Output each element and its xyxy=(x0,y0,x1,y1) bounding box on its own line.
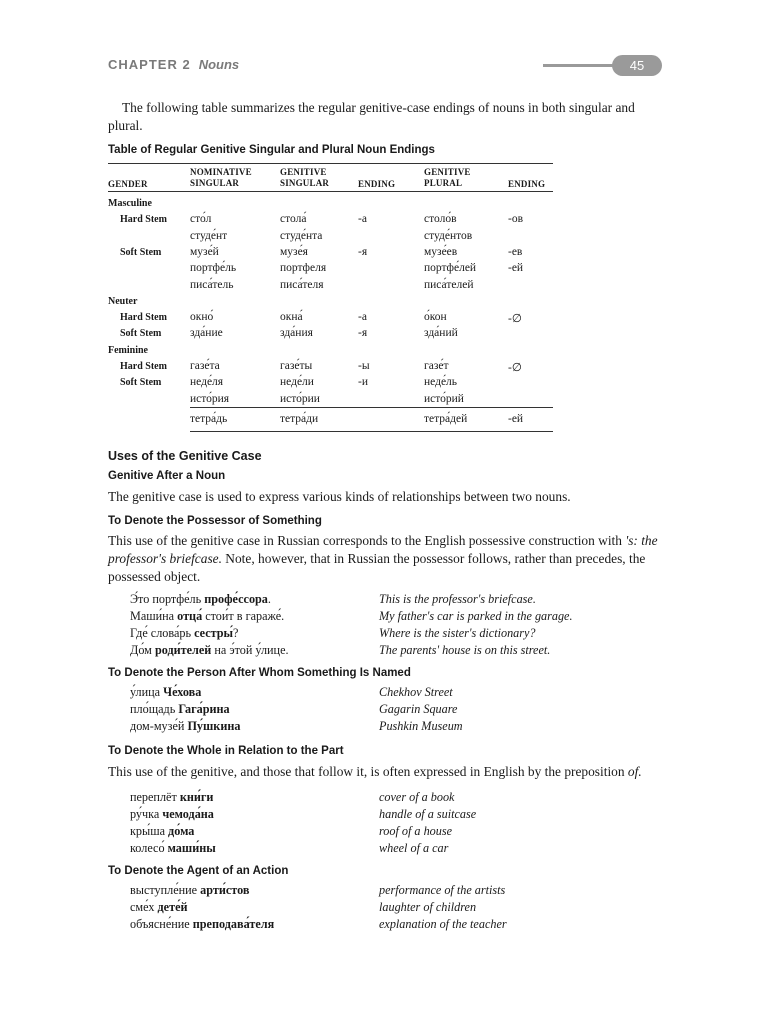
col-header-ending2: ENDING xyxy=(508,179,546,189)
footer-rule-top xyxy=(190,407,553,408)
table-cell-gen-pl: писа́телей xyxy=(424,278,474,291)
example-translation: roof of a house xyxy=(379,824,453,838)
heading-named: To Denote the Person After Whom Something Is Named xyxy=(108,667,411,679)
example-translation: This is the professor's briefcase. xyxy=(379,592,536,606)
possessor-text-a: This use of the genitive case in Russian corresponds to the English possessive construction with xyxy=(108,533,626,548)
table-cell-gen-pl: зда́ний xyxy=(424,327,458,340)
header-rule-line xyxy=(108,191,553,192)
table-cell-gen-sg: писа́теля xyxy=(280,278,324,291)
example-part-bold: Пу́шкина xyxy=(187,719,241,733)
example-translation: laughter of children xyxy=(379,900,477,914)
table-cell-gen-sg: студе́нта xyxy=(280,229,323,242)
table-cell-gen-pl: о́кон xyxy=(424,311,447,324)
example-translation: explanation of the teacher xyxy=(379,917,507,931)
example-part-pre: у́лица xyxy=(130,685,164,699)
table-cell-end2: -ев xyxy=(508,245,523,258)
example-part-pre: Маши́на xyxy=(130,609,178,623)
table-cell-sub: Soft Stem xyxy=(120,377,162,389)
example-translation: handle of a suitcase xyxy=(379,807,477,821)
example-translation: Where is the sister's dictionary? xyxy=(379,626,536,640)
table-cell-end1: -я xyxy=(358,245,368,258)
example-part-bold: профе́ссора xyxy=(204,592,268,606)
col-header-nom: NOMINATIVE SINGULAR xyxy=(190,167,252,188)
example-part-pre: переплёт xyxy=(130,790,180,804)
table-cell-nom: газе́та xyxy=(190,360,220,372)
example-part-post: ? xyxy=(233,626,239,640)
example-part-pre: Э́то портфе́ль xyxy=(130,592,205,606)
example-russian xyxy=(130,841,216,856)
table-cell-nom: музе́й xyxy=(190,245,219,258)
example-part-pre: дом-музе́й xyxy=(130,719,188,733)
example-translation: performance of the artists xyxy=(379,883,506,897)
table-cell-nom: неде́ля xyxy=(190,376,224,389)
table-title: Table of Regular Genitive Singular and Plural Noun Endings xyxy=(108,144,435,156)
example-part-post: стои́т в гараже́. xyxy=(202,609,285,623)
table-cell-gen-pl: студе́нтов xyxy=(424,229,473,242)
example-russian xyxy=(130,626,238,641)
table-cell-sub: Hard Stem xyxy=(120,214,167,226)
footer-end2: -ей xyxy=(508,413,524,425)
example-part-pre: До́м xyxy=(130,643,155,657)
example-russian xyxy=(130,643,289,658)
example-translation: Pushkin Museum xyxy=(379,719,463,733)
example-translation: cover of a book xyxy=(379,790,455,804)
chapter-label xyxy=(108,57,239,72)
table-cell-nom: портфе́ль xyxy=(190,262,237,275)
example-part-bold: дете́й xyxy=(157,900,188,914)
table-cell-sub: Hard Stem xyxy=(120,361,167,372)
table-cell-gen-sg: исто́рии xyxy=(280,392,320,405)
table-cell-end1: -а xyxy=(358,213,367,226)
example-russian xyxy=(130,883,249,898)
col-header-gen-sg: GENITIVE SINGULAR xyxy=(280,167,330,188)
example-part-bold: преподава́теля xyxy=(192,917,275,931)
table-cell-end2: -ов xyxy=(508,213,524,226)
table-cell-gen-pl: газе́т xyxy=(424,360,449,372)
example-part-pre: пло́щадь xyxy=(130,702,179,716)
table-cell-gen-pl: неде́ль xyxy=(424,376,458,389)
table-cell-end1: -я xyxy=(358,327,368,340)
example-part-bold: отца́ xyxy=(177,609,203,623)
table-cell-gen-sg: музе́я xyxy=(280,245,308,258)
example-part-bold: Че́хова xyxy=(163,685,202,699)
whole-paragraph xyxy=(108,763,662,781)
section-subtitle-after-noun: Genitive After a Noun xyxy=(108,470,226,482)
table-cell-gen-pl: столо́в xyxy=(424,213,457,226)
example-russian xyxy=(130,900,188,915)
example-part-pre: сме́х xyxy=(130,900,158,914)
page-number: 45 xyxy=(612,55,662,76)
table-cell-gen-pl: музе́ев xyxy=(424,245,458,258)
table-cell-nom: исто́рия xyxy=(190,392,230,405)
example-russian xyxy=(130,719,240,734)
table-cell-end1: -а xyxy=(358,311,367,324)
table-cell-nom: писа́тель xyxy=(190,278,234,291)
heading-possessor: To Denote the Possessor of Something xyxy=(108,515,322,527)
example-part-pre: кры́ша xyxy=(130,824,169,838)
example-part-pre: Где́ слова́рь xyxy=(130,626,195,640)
example-translation: My father's car is parked in the garage. xyxy=(379,609,573,623)
table-cell-gen-sg: портфеля xyxy=(280,262,327,275)
possessor-text-em: 's: the professor's briefcase. xyxy=(108,533,658,566)
table-cell-gen-sg: стола́ xyxy=(280,213,307,226)
example-translation: Chekhov Street xyxy=(379,685,453,699)
table-cell-nom: зда́ние xyxy=(190,327,223,340)
table-cell-gen-pl: портфе́лей xyxy=(424,262,477,275)
section-title-uses: Uses of the Genitive Case xyxy=(108,449,262,463)
example-part-bold: сестры́ xyxy=(194,626,234,640)
table-cell-gen-sg: зда́ния xyxy=(280,327,313,340)
genitive-endings-table xyxy=(108,163,553,425)
table-cell-sub: Soft Stem xyxy=(120,246,162,258)
heading-whole: To Denote the Whole in Relation to the Part xyxy=(108,745,344,757)
example-part-bold: до́ма xyxy=(168,824,195,838)
example-russian xyxy=(130,790,213,805)
example-part-bold: кни́ги xyxy=(179,790,214,804)
example-russian xyxy=(130,685,201,700)
table-cell-end2: -ей xyxy=(508,262,524,275)
table-cell-nom: окно́ xyxy=(190,311,214,324)
example-russian xyxy=(130,917,274,932)
example-part-post: на э́той у́лице. xyxy=(211,643,289,657)
example-part-bold: арти́стов xyxy=(200,883,250,897)
table-cell-gender: Neuter xyxy=(108,295,138,307)
table-cell-gen-pl: исто́рий xyxy=(424,392,464,405)
header-rule xyxy=(543,64,623,67)
example-part-pre: ру́чка xyxy=(130,807,163,821)
example-translation: Gagarin Square xyxy=(379,702,458,716)
col-header-gen-pl: GENITIVE PLURAL xyxy=(424,167,471,188)
example-part-post: . xyxy=(267,592,271,606)
table-cell-gen-sg: окна́ xyxy=(280,311,303,324)
section-uses-text: The genitive case is used to express various kinds of relationships between two nouns. xyxy=(108,489,571,504)
example-part-pre: колесо́ xyxy=(130,841,168,855)
example-translation: wheel of a car xyxy=(379,841,449,855)
heading-agent: To Denote the Agent of an Action xyxy=(108,865,289,877)
example-russian xyxy=(130,609,284,624)
col-header-gender: GENDER xyxy=(108,179,148,189)
table-cell-end1: -ы xyxy=(358,360,370,372)
example-part-bold: роди́телей xyxy=(154,643,212,657)
example-part-bold: чемода́на xyxy=(162,807,214,821)
footer-gen-pl: тетра́дей xyxy=(424,413,468,425)
table-cell-end2: -∅ xyxy=(508,362,522,374)
table-cell-gen-sg: неде́ли xyxy=(280,376,314,389)
table-cell-gen-sg: газе́ты xyxy=(280,360,313,372)
chapter-title: Nouns xyxy=(198,57,240,72)
footer-rule-bottom xyxy=(190,431,553,432)
table-cell-end1: -и xyxy=(358,376,368,389)
example-russian xyxy=(130,824,194,839)
table-cell-nom: сто́л xyxy=(190,213,212,226)
table-cell-gender: Masculine xyxy=(108,198,152,209)
table-cell-nom: студе́нт xyxy=(190,229,228,242)
table-cell-sub: Hard Stem xyxy=(120,312,167,324)
table-cell-sub: Soft Stem xyxy=(120,328,162,340)
example-russian xyxy=(130,702,230,717)
example-part-bold: маши́ны xyxy=(167,841,216,855)
intro-paragraph: The following table summarizes the regular genitive-case endings of nouns in both singular and plural. xyxy=(108,100,635,133)
table-cell-end2: -∅ xyxy=(508,313,522,326)
table-cell-gender: Feminine xyxy=(108,344,148,356)
col-header-ending1: ENDING xyxy=(358,179,396,189)
example-russian xyxy=(130,807,214,822)
example-part-pre: выступле́ние xyxy=(130,883,201,897)
possessor-paragraph xyxy=(108,532,662,586)
example-part-bold: Гага́рина xyxy=(178,702,230,716)
chapter-number: CHAPTER 2 xyxy=(108,57,191,72)
example-translation: The parents' house is on this street. xyxy=(379,643,551,657)
example-russian xyxy=(130,592,271,607)
footer-gen-sg: тетра́ди xyxy=(280,413,319,425)
whole-text: This use of the genitive, and those that follow it, is often expressed in English by the preposition xyxy=(108,764,628,779)
footer-nom: тетра́дь xyxy=(190,413,228,425)
whole-text-em: of. xyxy=(627,764,642,779)
possessor-text-b: Note, however, that in Russian the possessor follows, rather than precedes, the possessed object. xyxy=(108,551,646,584)
example-part-pre: объясне́ние xyxy=(130,917,193,931)
